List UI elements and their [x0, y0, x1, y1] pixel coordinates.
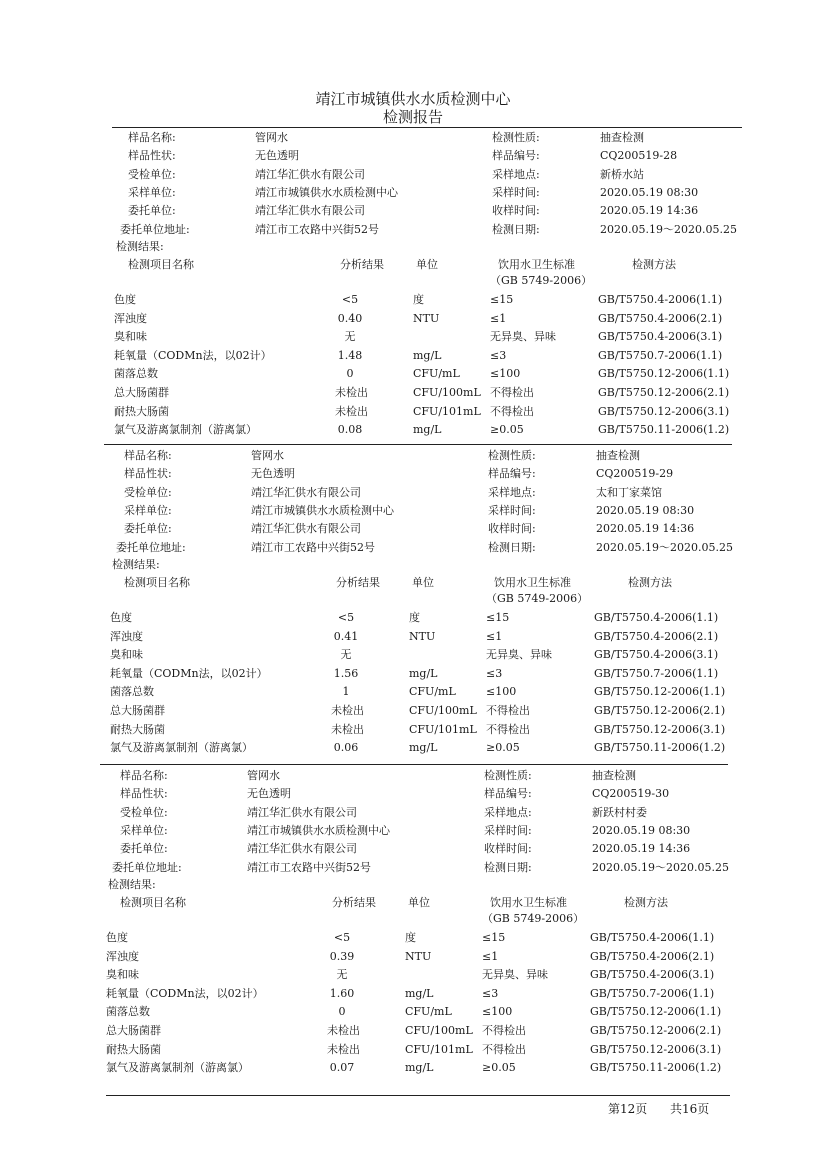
value-sampling-site: 新跃村村委 — [592, 805, 647, 819]
label-client-address: 委托单位地址: — [120, 222, 190, 236]
item-result: 0.07 — [329, 1061, 355, 1075]
item-method: GB/T5750.7-2006(1.1) — [598, 348, 723, 362]
value-client-address: 靖江市工农路中兴街52号 — [247, 860, 371, 874]
item-standard: ≤1 — [482, 949, 499, 963]
item-method: GB/T5750.12-2006(2.1) — [594, 704, 726, 717]
results-heading: 检测结果: — [112, 558, 160, 571]
item-unit: CFU/mL — [413, 367, 460, 381]
item-method: GB/T5750.12-2006(2.1) — [590, 1024, 722, 1037]
item-standard: ≤3 — [482, 986, 499, 1000]
value-sampling-site: 新桥水站 — [600, 167, 644, 181]
item-result: 1.48 — [337, 348, 363, 362]
item-result: 0 — [346, 367, 354, 381]
value-test-date: 2020.05.19～2020.05.25 — [596, 540, 733, 554]
item-name: 菌落总数 — [114, 367, 158, 381]
item-method: GB/T5750.12-2006(2.1) — [598, 386, 730, 399]
total-pages: 共16页 — [670, 1102, 710, 1116]
item-standard: 不得检出 — [490, 386, 534, 399]
item-standard: 无异臭、异味 — [490, 330, 556, 344]
item-standard: 不得检出 — [490, 404, 534, 418]
item-method: GB/T5750.12-2006(1.1) — [598, 367, 730, 381]
label-receive-time: 收样时间: — [484, 842, 532, 856]
col-header-item: 检测项目名称 — [128, 258, 194, 271]
item-unit: CFU/101mL — [409, 722, 477, 736]
label-inspected-unit: 受检单位: — [124, 485, 172, 499]
item-method: GB/T5750.4-2006(1.1) — [598, 293, 723, 306]
item-name: 耗氧量（CODMn法，以02计） — [106, 986, 264, 1000]
label-inspected-unit: 受检单位: — [128, 167, 176, 181]
col-header-standard: 饮用水卫生标准 — [494, 576, 571, 589]
item-name: 菌落总数 — [106, 1005, 150, 1019]
label-sample-name: 样品名称: — [128, 131, 176, 144]
label-client-unit: 委托单位: — [128, 204, 176, 218]
value-client-address: 靖江市工农路中兴街52号 — [255, 222, 379, 236]
label-sampling-site: 采样地点: — [492, 167, 540, 181]
item-standard: 不得检出 — [482, 1024, 526, 1037]
item-name: 耐热大肠菌 — [110, 722, 165, 736]
item-method: GB/T5750.4-2006(2.1) — [598, 311, 723, 325]
section-divider — [104, 444, 732, 445]
item-method: GB/T5750.12-2006(1.1) — [590, 1005, 722, 1019]
label-sample-no: 样品编号: — [492, 149, 540, 163]
label-sample-no: 样品编号: — [484, 787, 532, 801]
item-unit: NTU — [413, 311, 440, 325]
item-standard: ≥0.05 — [482, 1061, 516, 1075]
value-state: 无色透明 — [255, 149, 299, 163]
value-sampling-time: 2020.05.19 08:30 — [600, 185, 699, 199]
item-name: 浑浊度 — [114, 311, 147, 325]
item-unit: mg/L — [405, 1061, 434, 1075]
item-method: GB/T5750.7-2006(1.1) — [594, 666, 719, 680]
item-method: GB/T5750.4-2006(1.1) — [594, 611, 719, 624]
item-name: 总大肠菌群 — [110, 704, 165, 717]
item-result: 未检出 — [331, 704, 364, 717]
item-result: 无 — [336, 968, 348, 982]
item-standard: 无异臭、异味 — [486, 648, 552, 662]
item-result: 未检出 — [335, 386, 368, 399]
label-sampling-site: 采样地点: — [484, 805, 532, 819]
item-method: GB/T5750.12-2006(3.1) — [590, 1042, 722, 1056]
label-sampling-time: 采样时间: — [492, 185, 540, 199]
value-inspected-unit: 靖江华汇供水有限公司 — [251, 485, 361, 499]
value-receive-time: 2020.05.19 14:36 — [596, 522, 695, 536]
label-client-unit: 委托单位: — [120, 842, 168, 856]
col-header-method: 检测方法 — [624, 896, 668, 909]
label-sampling-unit: 采样单位: — [120, 823, 168, 837]
item-method: GB/T5750.4-2006(3.1) — [594, 648, 719, 662]
label-sample-name: 样品名称: — [120, 769, 168, 782]
col-header-method: 检测方法 — [632, 258, 676, 271]
label-test-nature: 检测性质: — [488, 449, 536, 462]
col-header-result: 分析结果 — [336, 576, 380, 589]
item-standard: ≤15 — [490, 293, 514, 306]
item-name: 耗氧量（CODMn法，以02计） — [114, 348, 272, 362]
item-unit: CFU/100mL — [405, 1024, 473, 1037]
value-sampling-time: 2020.05.19 08:30 — [592, 823, 691, 837]
page-number: 第12页 — [608, 1102, 648, 1116]
item-name: 浑浊度 — [106, 949, 139, 963]
item-name: 总大肠菌群 — [106, 1024, 161, 1037]
label-sampling-unit: 采样单位: — [128, 185, 176, 199]
item-unit: NTU — [405, 949, 432, 963]
item-standard: ≤1 — [490, 311, 507, 325]
label-client-address: 委托单位地址: — [112, 860, 182, 874]
item-unit: 度 — [405, 931, 416, 944]
item-name: 浑浊度 — [110, 629, 143, 643]
item-name: 臭和味 — [110, 648, 143, 662]
label-test-date: 检测日期: — [492, 222, 540, 236]
item-standard: ≤100 — [482, 1005, 513, 1019]
item-method: GB/T5750.4-2006(2.1) — [594, 629, 719, 643]
item-unit: CFU/mL — [409, 685, 456, 699]
col-header-standard-code: （GB 5749-2006） — [490, 274, 593, 287]
item-result: 1 — [342, 685, 350, 699]
item-result: 0 — [338, 1005, 346, 1019]
item-standard: 不得检出 — [482, 1042, 526, 1056]
value-sampling-time: 2020.05.19 08:30 — [596, 503, 695, 517]
col-header-result: 分析结果 — [340, 258, 384, 271]
item-method: GB/T5750.4-2006(2.1) — [590, 949, 715, 963]
value-test-date: 2020.05.19～2020.05.25 — [600, 222, 737, 236]
item-name: 色度 — [114, 293, 136, 306]
item-result: 0.06 — [333, 741, 359, 755]
value-sampling-unit: 靖江市城镇供水水质检测中心 — [255, 185, 398, 199]
item-name: 耐热大肠菌 — [106, 1042, 161, 1056]
item-result: 无 — [344, 330, 356, 344]
value-state: 无色透明 — [247, 787, 291, 801]
value-inspected-unit: 靖江华汇供水有限公司 — [255, 167, 365, 181]
label-sample-name: 样品名称: — [124, 449, 172, 462]
value-sample-no: CQ200519-29 — [596, 467, 674, 481]
value-inspected-unit: 靖江华汇供水有限公司 — [247, 805, 357, 819]
item-unit: mg/L — [413, 348, 442, 362]
value-client-unit: 靖江华汇供水有限公司 — [255, 204, 365, 218]
item-standard: ≤15 — [482, 931, 506, 944]
label-sampling-time: 采样时间: — [488, 503, 536, 517]
value-state: 无色透明 — [251, 467, 295, 481]
item-result: <5 — [333, 931, 351, 944]
item-unit: 度 — [413, 293, 424, 306]
col-header-unit: 单位 — [408, 896, 430, 909]
label-client-address: 委托单位地址: — [116, 540, 186, 554]
col-header-unit: 单位 — [412, 576, 434, 589]
item-name: 耐热大肠菌 — [114, 404, 169, 418]
item-method: GB/T5750.11-2006(1.2) — [598, 423, 730, 437]
item-unit: CFU/101mL — [405, 1042, 473, 1056]
value-test-nature: 抽查检测 — [600, 131, 644, 144]
col-header-method: 检测方法 — [628, 576, 672, 589]
item-result: 无 — [340, 648, 352, 662]
value-name: 管网水 — [255, 131, 288, 144]
item-standard: 不得检出 — [486, 704, 530, 717]
item-result: 1.60 — [329, 986, 355, 1000]
item-standard: ≥0.05 — [486, 741, 520, 755]
item-result: <5 — [337, 611, 355, 624]
item-name: 臭和味 — [106, 968, 139, 982]
item-name: 臭和味 — [114, 330, 147, 344]
label-receive-time: 收样时间: — [492, 204, 540, 218]
label-test-date: 检测日期: — [488, 540, 536, 554]
section-divider — [100, 764, 728, 765]
item-standard: ≤3 — [490, 348, 507, 362]
item-result: 0.39 — [329, 949, 355, 963]
report-title: 检测报告 — [382, 108, 443, 126]
label-receive-time: 收样时间: — [488, 522, 536, 536]
item-result: 0.40 — [337, 311, 363, 325]
value-sampling-site: 太和丁家菜馆 — [596, 485, 662, 499]
value-client-unit: 靖江华汇供水有限公司 — [251, 522, 361, 536]
item-standard: ≤15 — [486, 611, 510, 624]
item-method: GB/T5750.11-2006(1.2) — [594, 741, 726, 755]
item-name: 耗氧量（CODMn法，以02计） — [110, 666, 268, 680]
report-organization-title: 靖江市城镇供水水质检测中心 — [315, 90, 511, 108]
value-receive-time: 2020.05.19 14:36 — [592, 842, 691, 856]
item-name: 氯气及游离氯制剂（游离氯） — [106, 1061, 249, 1075]
label-client-unit: 委托单位: — [124, 522, 172, 536]
label-sampling-unit: 采样单位: — [124, 503, 172, 517]
item-result: 未检出 — [335, 404, 368, 418]
value-sample-no: CQ200519-30 — [592, 787, 670, 801]
value-name: 管网水 — [251, 449, 284, 462]
value-client-address: 靖江市工农路中兴街52号 — [251, 540, 375, 554]
label-sample-state: 样品性状: — [128, 149, 176, 163]
item-name: 菌落总数 — [110, 685, 154, 699]
item-name: 氯气及游离氯制剂（游离氯） — [110, 741, 253, 755]
value-receive-time: 2020.05.19 14:36 — [600, 204, 699, 218]
label-test-date: 检测日期: — [484, 860, 532, 874]
item-unit: mg/L — [409, 741, 438, 755]
item-unit: mg/L — [409, 666, 438, 680]
item-method: GB/T5750.12-2006(3.1) — [594, 722, 726, 736]
col-header-standard: 饮用水卫生标准 — [490, 896, 567, 909]
item-method: GB/T5750.4-2006(3.1) — [598, 330, 723, 344]
item-method: GB/T5750.12-2006(1.1) — [594, 685, 726, 699]
col-header-item: 检测项目名称 — [120, 896, 186, 909]
label-sample-state: 样品性状: — [124, 467, 172, 481]
item-unit: CFU/100mL — [409, 704, 477, 717]
item-standard: 无异臭、异味 — [482, 968, 548, 982]
value-sampling-unit: 靖江市城镇供水水质检测中心 — [251, 503, 394, 517]
item-method: GB/T5750.11-2006(1.2) — [590, 1061, 722, 1075]
value-test-nature: 抽查检测 — [596, 449, 640, 462]
item-unit: mg/L — [413, 423, 442, 437]
item-standard: ≤100 — [490, 367, 521, 381]
col-header-standard: 饮用水卫生标准 — [498, 258, 575, 271]
item-standard: 不得检出 — [486, 722, 530, 736]
item-standard: ≤3 — [486, 666, 503, 680]
label-sample-no: 样品编号: — [488, 467, 536, 481]
results-heading: 检测结果: — [116, 240, 164, 253]
item-method: GB/T5750.12-2006(3.1) — [598, 404, 730, 418]
item-unit: NTU — [409, 629, 436, 643]
item-result: <5 — [341, 293, 359, 306]
item-standard: ≥0.05 — [490, 423, 524, 437]
item-unit: CFU/100mL — [413, 386, 481, 399]
item-standard: ≤1 — [486, 629, 503, 643]
label-test-nature: 检测性质: — [492, 131, 540, 144]
value-sampling-unit: 靖江市城镇供水水质检测中心 — [247, 823, 390, 837]
value-sample-no: CQ200519-28 — [600, 149, 678, 163]
item-unit: CFU/101mL — [413, 404, 481, 418]
col-header-standard-code: （GB 5749-2006） — [482, 912, 585, 925]
label-sample-state: 样品性状: — [120, 787, 168, 801]
item-result: 未检出 — [327, 1024, 360, 1037]
item-unit: mg/L — [405, 986, 434, 1000]
item-result: 0.08 — [337, 423, 363, 437]
item-name: 氯气及游离氯制剂（游离氯） — [114, 423, 257, 437]
col-header-standard-code: （GB 5749-2006） — [486, 592, 589, 605]
item-result: 未检出 — [327, 1042, 360, 1056]
col-header-unit: 单位 — [416, 258, 438, 271]
label-sampling-time: 采样时间: — [484, 823, 532, 837]
col-header-item: 检测项目名称 — [124, 576, 190, 589]
value-test-nature: 抽查检测 — [592, 769, 636, 782]
item-unit: 度 — [409, 611, 420, 624]
item-unit: CFU/mL — [405, 1005, 452, 1019]
item-method: GB/T5750.4-2006(1.1) — [590, 931, 715, 944]
footer-rule — [106, 1095, 730, 1096]
item-result: 1.56 — [333, 666, 359, 680]
label-test-nature: 检测性质: — [484, 769, 532, 782]
item-name: 色度 — [106, 931, 128, 944]
item-result: 0.41 — [333, 629, 359, 643]
item-result: 未检出 — [331, 722, 364, 736]
value-name: 管网水 — [247, 769, 280, 782]
title-rule — [112, 127, 742, 128]
value-client-unit: 靖江华汇供水有限公司 — [247, 842, 357, 856]
value-test-date: 2020.05.19～2020.05.25 — [592, 860, 729, 874]
label-sampling-site: 采样地点: — [488, 485, 536, 499]
col-header-result: 分析结果 — [332, 896, 376, 909]
results-heading: 检测结果: — [108, 878, 156, 891]
item-standard: ≤100 — [486, 685, 517, 699]
label-inspected-unit: 受检单位: — [120, 805, 168, 819]
item-method: GB/T5750.4-2006(3.1) — [590, 968, 715, 982]
item-method: GB/T5750.7-2006(1.1) — [590, 986, 715, 1000]
item-name: 总大肠菌群 — [114, 386, 169, 399]
item-name: 色度 — [110, 611, 132, 624]
